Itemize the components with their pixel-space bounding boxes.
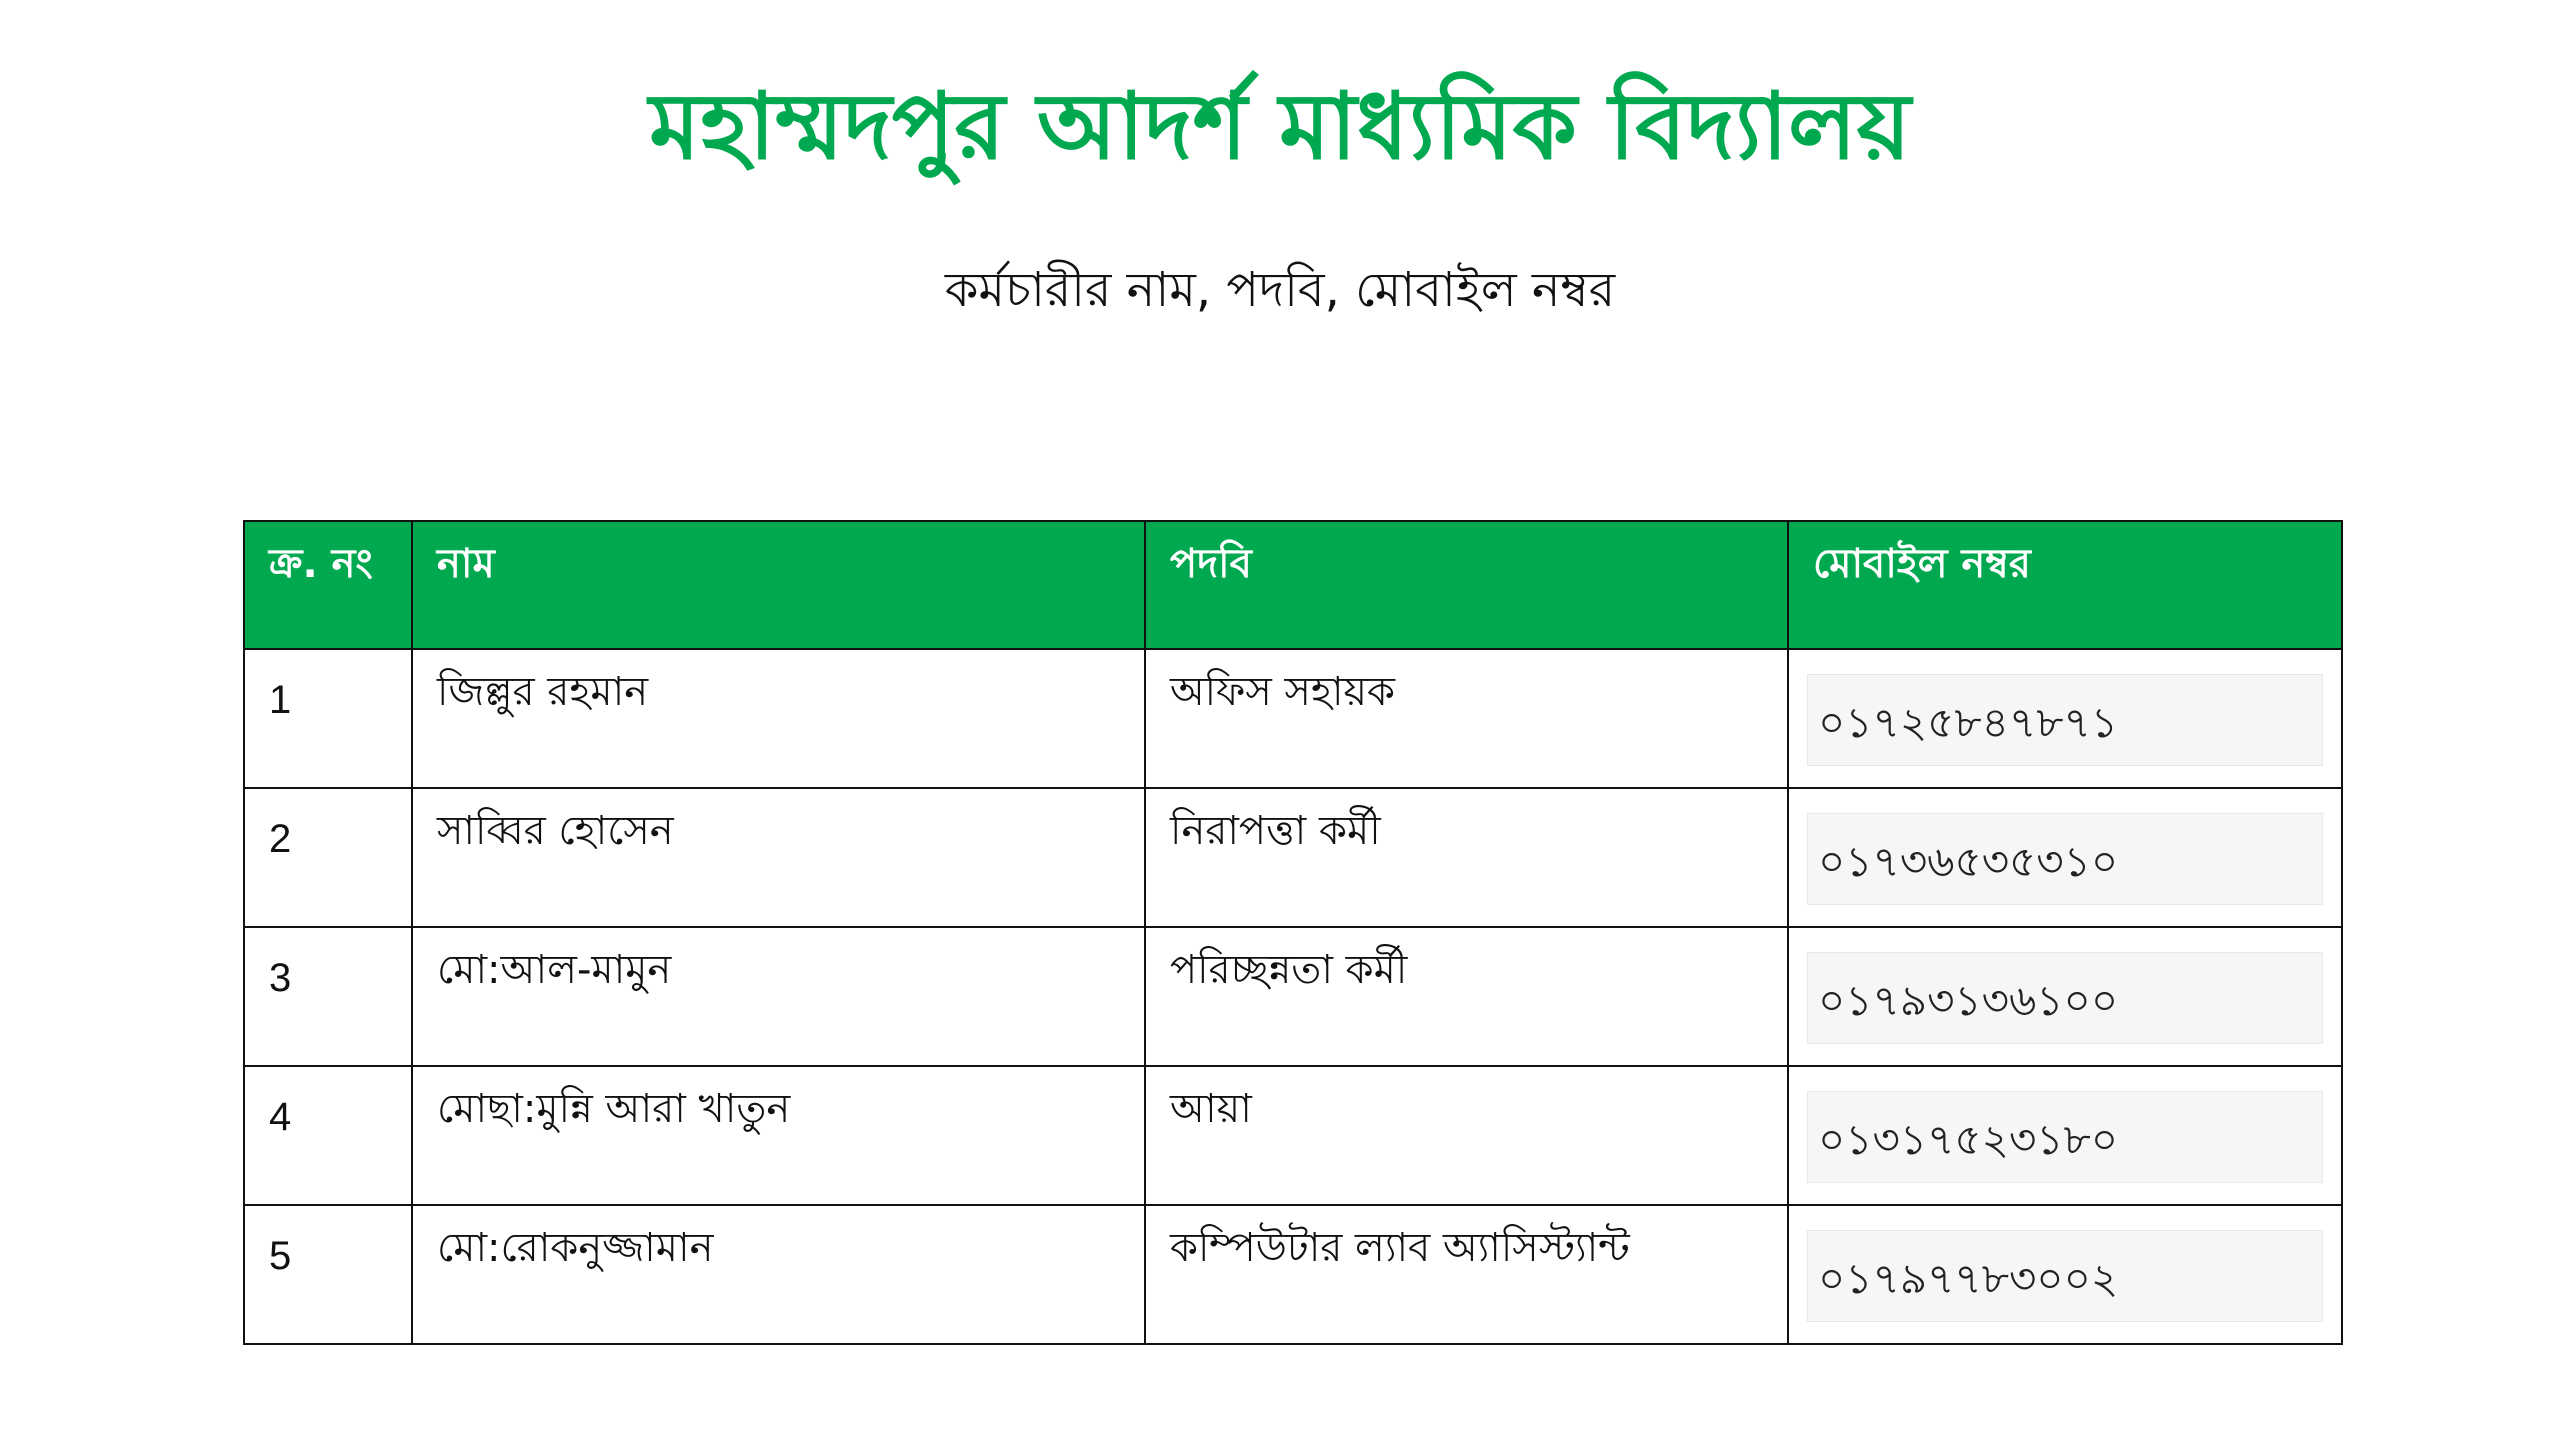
post-cell: অফিস সহায়ক [1145,649,1788,788]
name-cell: মোছা:মুন্নি আরা খাতুন [412,1066,1145,1205]
post-cell: পরিচ্ছন্নতা কর্মী [1145,927,1788,1066]
mobile-cell [1788,1205,2342,1344]
serial-cell: 3 [244,927,412,1066]
table-row [244,1205,2342,1344]
table-row [244,788,2342,927]
table-row [244,927,2342,1066]
staff-table [243,520,2343,1345]
table-row [244,1066,2342,1205]
header-serial: ক্র. নং [244,521,412,649]
mobile-number: ০১৭২৫৮৪৭৮৭১ [1807,674,2323,766]
mobile-cell [1788,927,2342,1066]
name-cell: সাব্বির হোসেন [412,788,1145,927]
name-cell: মো:আল-মামুন [412,927,1145,1066]
mobile-cell [1788,649,2342,788]
post-cell: নিরাপত্তা কর্মী [1145,788,1788,927]
mobile-cell [1788,788,2342,927]
serial-cell: 4 [244,1066,412,1205]
serial-cell: 1 [244,649,412,788]
mobile-number: ০১৩১৭৫২৩১৮০ [1807,1091,2323,1183]
page-title: মহাম্মদপুর আদর্শ মাধ্যমিক বিদ্যালয় [649,73,1911,180]
name-cell: জিল্লুর রহমান [412,649,1145,788]
mobile-number: ০১৭৯৩১৩৬১০০ [1807,952,2323,1044]
mobile-number: ০১৭৩৬৫৩৫৩১০ [1807,813,2323,905]
serial-cell: 5 [244,1205,412,1344]
serial-cell: 2 [244,788,412,927]
table-header-row [244,521,2342,649]
post-cell: আয়া [1145,1066,1788,1205]
mobile-cell [1788,1066,2342,1205]
page-subtitle: কর্মচারীর নাম, পদবি, মোবাইল নম্বর [944,262,1616,318]
header-post: পদবি [1145,521,1788,649]
name-cell: মো:রোকনুজ্জামান [412,1205,1145,1344]
post-cell: কম্পিউটার ল্যাব অ্যাসিস্ট্যান্ট [1145,1205,1788,1344]
table-row [244,649,2342,788]
header-mobile: মোবাইল নম্বর [1788,521,2342,649]
header-name: নাম [412,521,1145,649]
mobile-number: ০১৭৯৭৭৮৩০০২ [1807,1230,2323,1322]
